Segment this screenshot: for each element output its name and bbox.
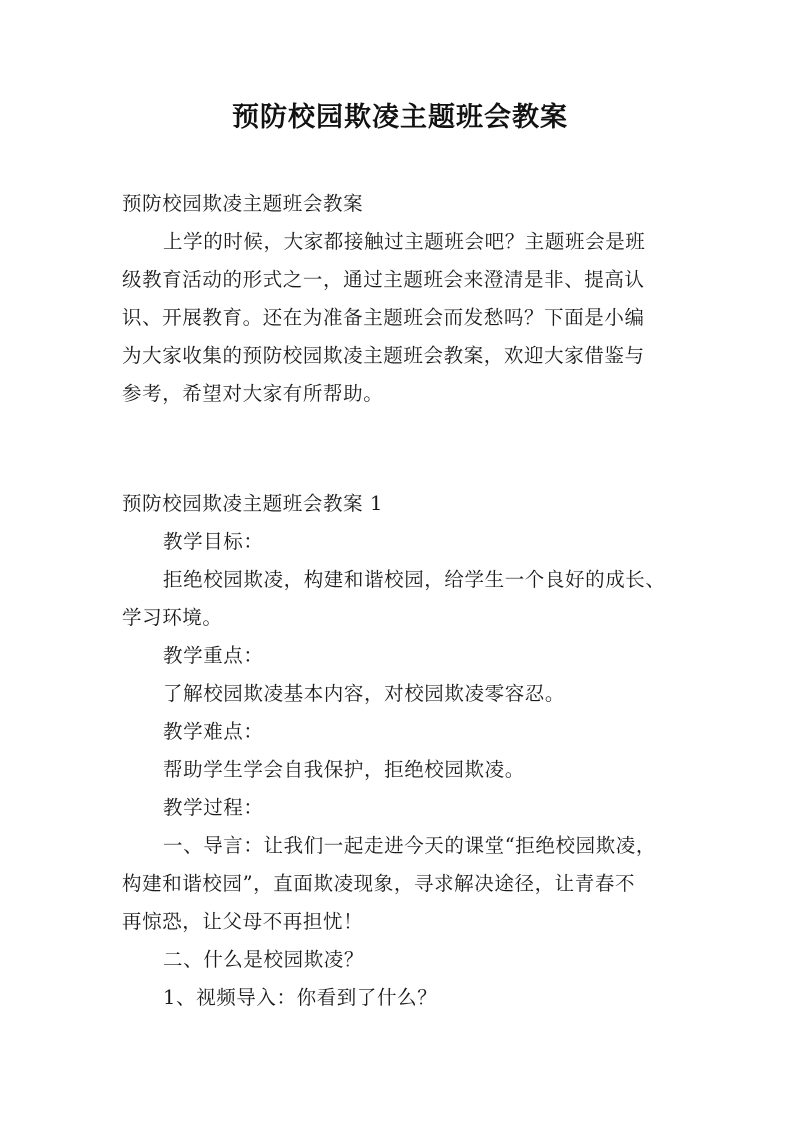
intro-paragraph-line: 参考，希望对大家有所帮助。 bbox=[122, 382, 384, 405]
intro-section bbox=[122, 185, 686, 413]
process-label: 教学过程： bbox=[163, 796, 264, 819]
key-point-text: 了解校园欺凌基本内容，对校园欺凌零容忍。 bbox=[163, 682, 566, 705]
intro-subtitle: 预防校园欺凌主题班会教案 bbox=[122, 192, 364, 215]
process-intro-line: 再惊恐，让父母不再担忧！ bbox=[122, 910, 364, 933]
video-item: 1、视频导入：你看到了什么？ bbox=[163, 986, 438, 1009]
key-point-label: 教学重点： bbox=[163, 644, 264, 667]
intro-paragraph-line: 上学的时候，大家都接触过主题班会吧？主题班会是班 bbox=[163, 230, 646, 253]
intro-paragraph-line: 识、开展教育。还在为准备主题班会而发愁吗？下面是小编 bbox=[122, 306, 645, 329]
document-title: 预防校园欺凌主题班会教案 bbox=[232, 102, 568, 133]
goal-label: 教学目标： bbox=[163, 530, 264, 553]
process-intro-line: 一、导言：让我们一起走进今天的课堂“拒绝校园欺凌， bbox=[163, 834, 656, 857]
process-intro-line: 构建和谐校园”，直面欺凌现象，寻求解决途径，让青春不 bbox=[122, 872, 636, 895]
intro-paragraph-line: 级教育活动的形式之一，通过主题班会来澄清是非、提高认 bbox=[122, 268, 645, 291]
goal-text-line: 学习环境。 bbox=[122, 606, 223, 629]
section-heading: 预防校园欺凌主题班会教案 1 bbox=[122, 492, 384, 515]
lesson-plan-section bbox=[122, 485, 686, 1017]
intro-paragraph-line: 为大家收集的预防校园欺凌主题班会教案，欢迎大家借鉴与 bbox=[122, 344, 645, 367]
part-two-heading: 二、什么是校园欺凌？ bbox=[163, 948, 365, 971]
difficulty-text: 帮助学生学会自我保护，拒绝校园欺凌。 bbox=[163, 758, 525, 781]
goal-text-line: 拒绝校园欺凌，构建和谐校园，给学生一个良好的成长、 bbox=[163, 568, 666, 591]
difficulty-label: 教学难点： bbox=[163, 720, 264, 743]
